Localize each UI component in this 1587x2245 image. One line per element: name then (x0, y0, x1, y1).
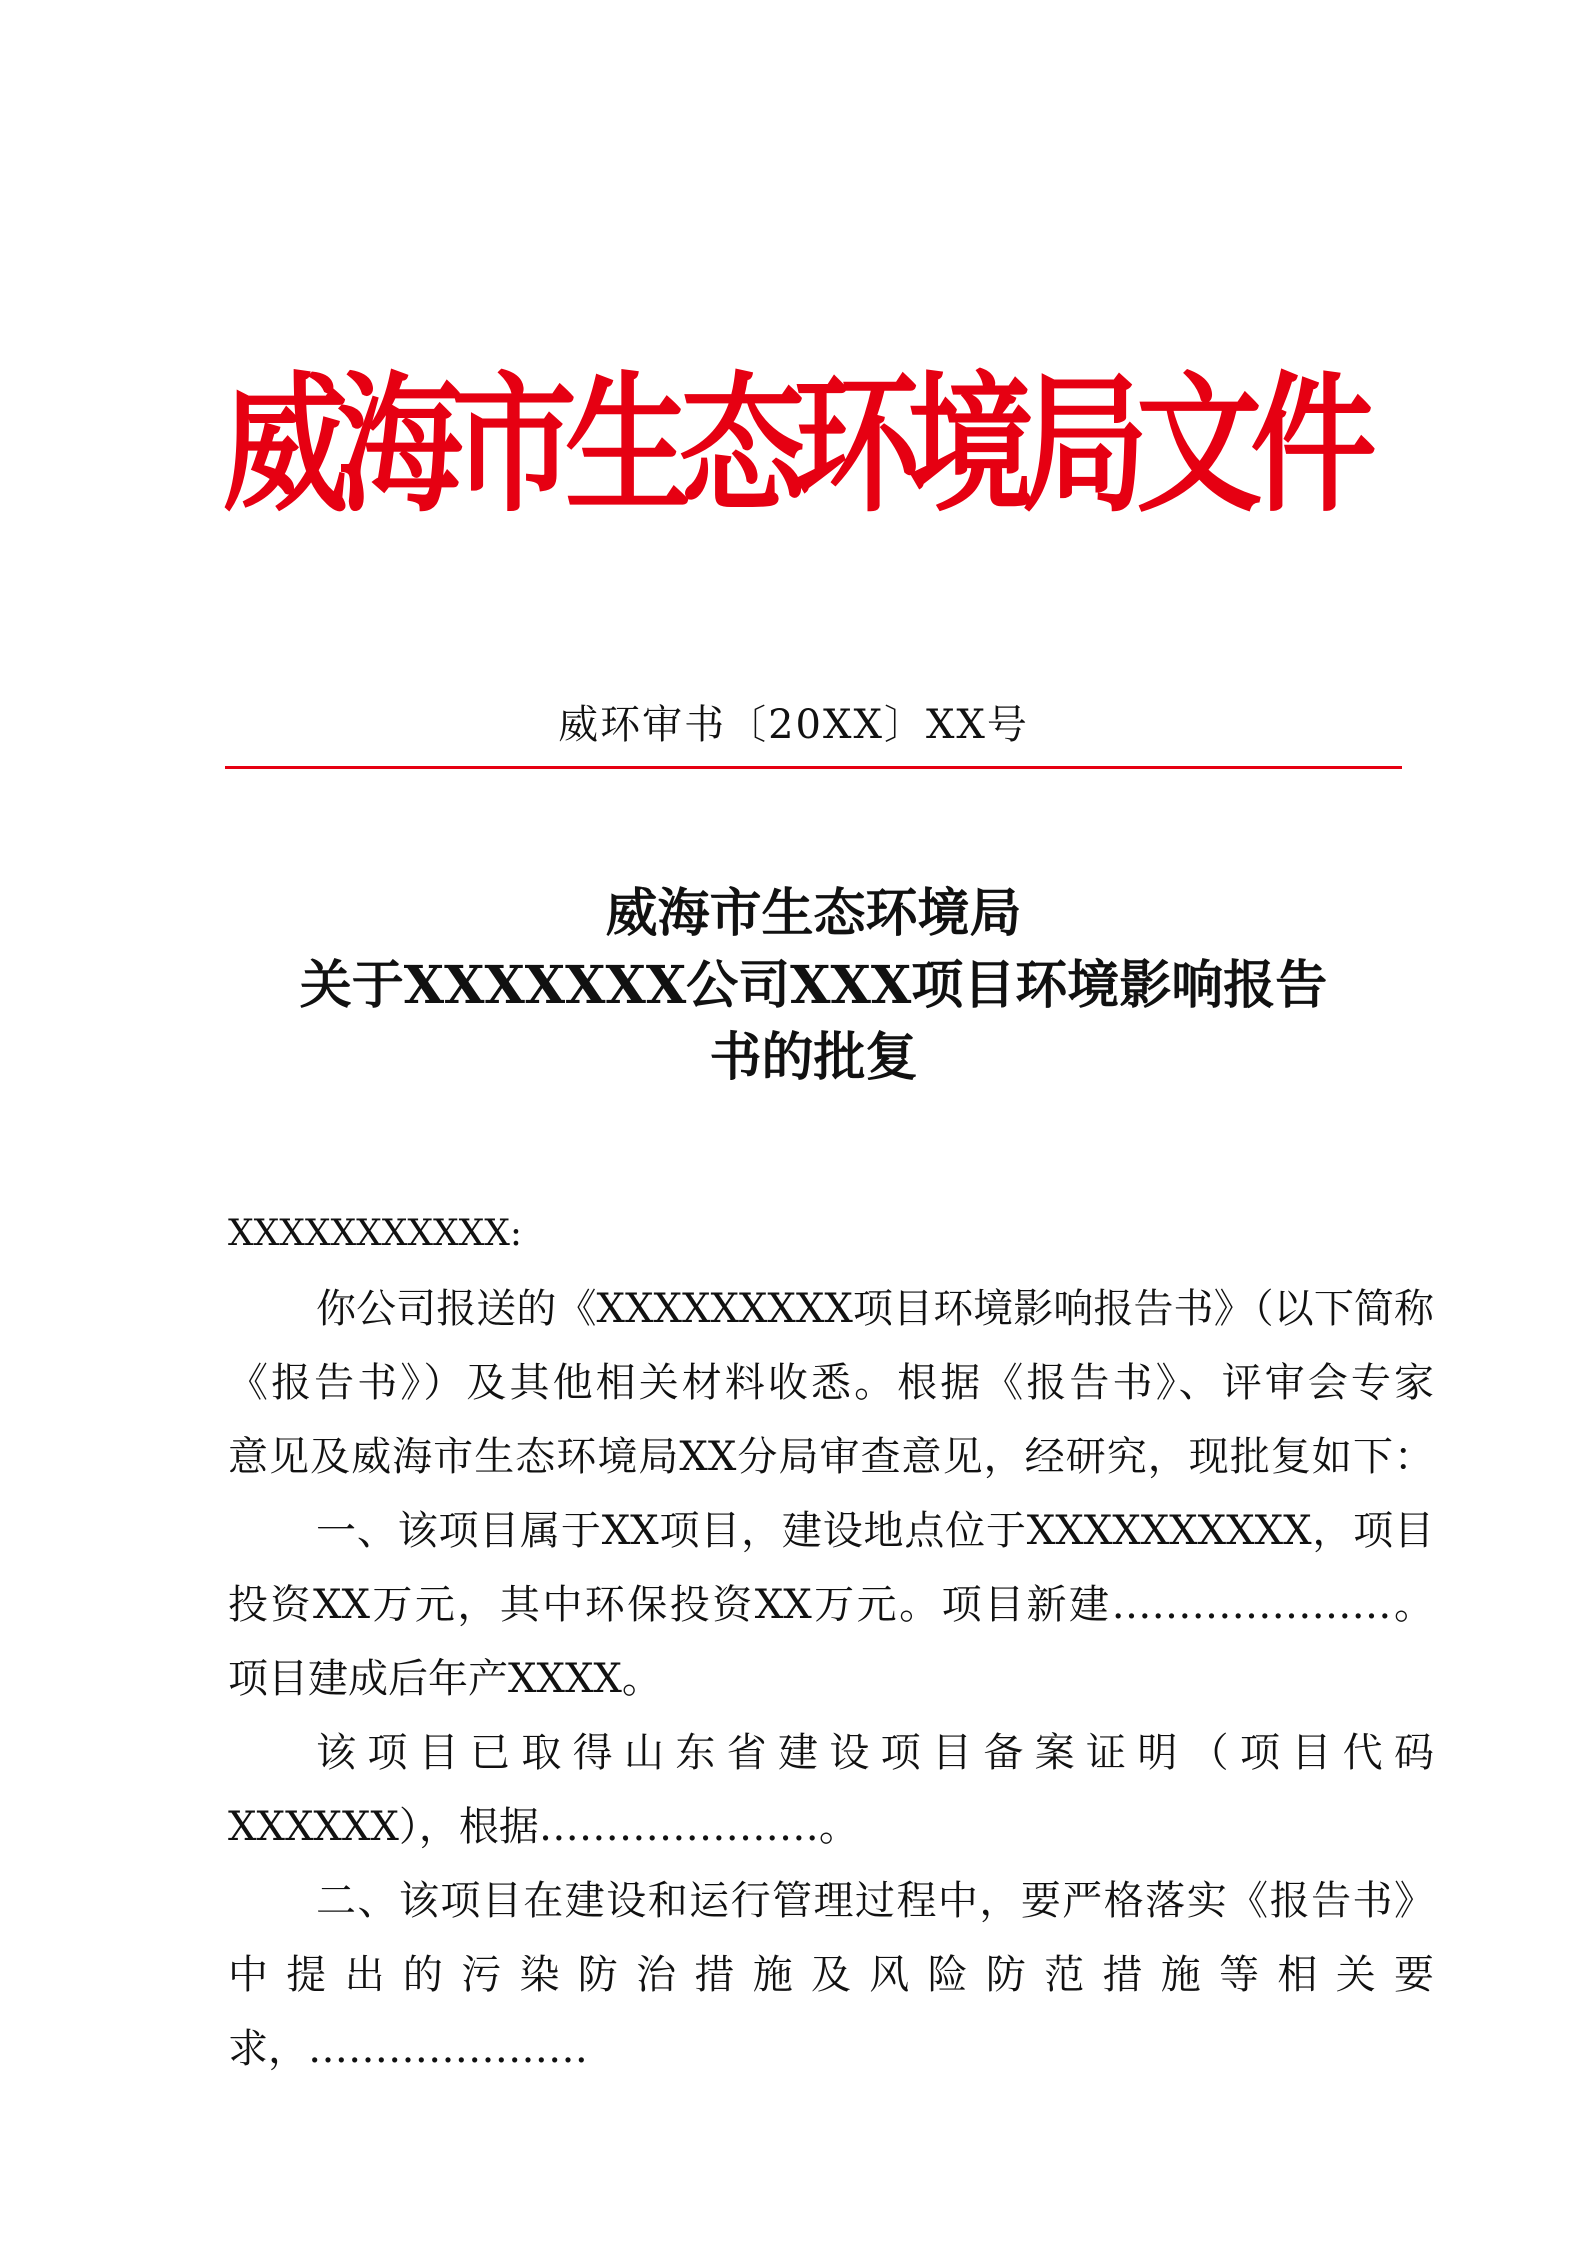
paragraph-4-line-1: 二、该项目在建设和运行管理过程中，要严格落实《报告书》 (316, 1878, 1434, 1924)
paragraph-3-line-1: 该项目已取得山东省建设项目备案证明（项目代码 (316, 1730, 1434, 1776)
addressee: XXXXXXXXXXX: (228, 1213, 523, 1254)
paragraph-1-line-3: 意见及威海市生态环境局XX分局审查意见，经研究，现批复如下： (228, 1434, 1434, 1480)
document-title (220, 878, 1407, 1094)
paragraph-2-line-1: 一、该项目属于XX项目，建设地点位于XXXXXXXXXX，项目 (316, 1508, 1434, 1554)
paragraph-1-line-2: 《报告书》）及其他相关材料收悉。根据《报告书》、评审会专家 (228, 1360, 1434, 1406)
paragraph-2-line-2: 投资XX万元，其中环保投资XX万元。项目新建…………………。 (228, 1582, 1434, 1628)
masthead-title: 威海市生态环境局文件 (222, 357, 1365, 533)
paragraph-4-line-3: 求，………………… (228, 2026, 588, 2072)
paragraph-3-line-2: XXXXXX），根据…………………。 (228, 1804, 859, 1850)
title-line-1: 威海市生态环境局 (605, 883, 1022, 944)
title-line-3: 书的批复 (709, 1027, 918, 1088)
document-body (228, 1272, 1434, 2086)
red-divider-rule (225, 766, 1402, 769)
paragraph-1-line-1: 你公司报送的《XXXXXXXXX项目环境影响报告书》（以下简称 (316, 1286, 1434, 1332)
title-line-2: 关于XXXXXXX公司XXX项目环境影响报告 (299, 955, 1328, 1016)
document-number: 威环审书〔20XX〕XX号 (558, 702, 1029, 748)
paragraph-2-line-3: 项目建成后年产XXXX。 (228, 1656, 662, 1702)
paragraph-4-line-2: 中提出的污染防治措施及风险防范措施等相关要 (228, 1952, 1434, 1998)
